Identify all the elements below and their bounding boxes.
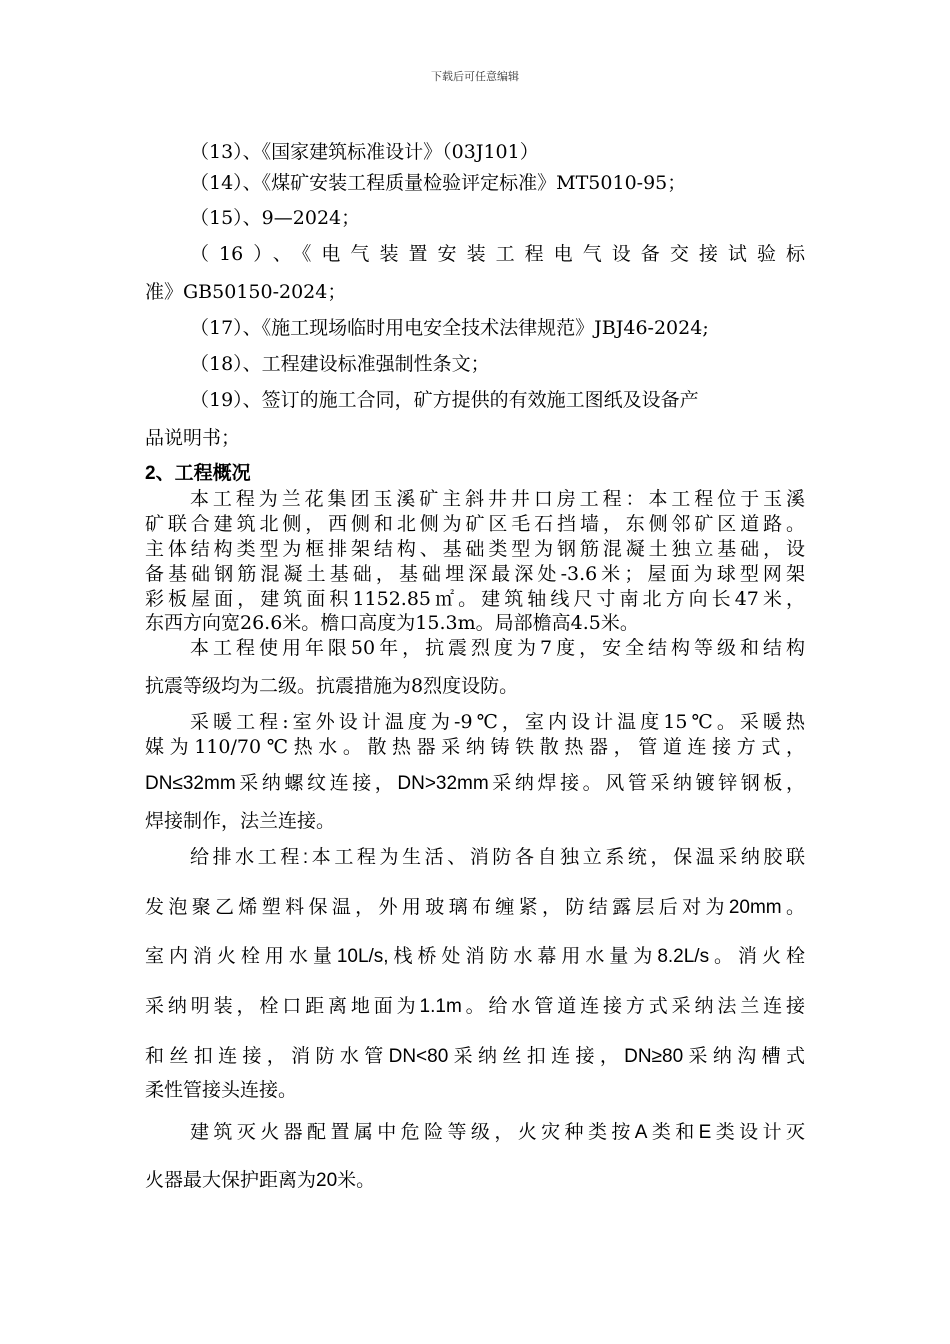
reference-15: （15）、9—2024； xyxy=(190,207,361,229)
paragraph-line: 本工程为兰花集团玉溪矿主斜井井口房工程：本工程位于玉溪 xyxy=(190,488,805,510)
paragraph-line: 给排水工程:本工程为生活、消防各自独立系统，保温采纳胶联 xyxy=(190,847,805,868)
paragraph-line: 抗震等级均为二级。抗震措施为8烈度设防。 xyxy=(145,675,519,697)
paragraph-line: 采纳明装，栓口距离地面为1.1m。给水管道连接方式采纳法兰连接 xyxy=(145,996,805,1017)
paragraph-line: 和丝扣连接，消防水管DN<80采纳丝扣连接，DN≥80采纳沟槽式 xyxy=(145,1046,805,1067)
reference-17: （17）、《施工现场临时用电安全技术法律规范》JBJ46-2024; xyxy=(190,317,709,339)
paragraph-line: 建筑灭火器配置属中危险等级，火灾种类按A类和E类设计灭 xyxy=(190,1122,805,1143)
reference-13: （13）、《国家建筑标准设计》（03J101） xyxy=(190,141,539,163)
paragraph-line: 焊接制作，法兰连接。 xyxy=(145,810,336,832)
paragraph-line: DN≤32mm采纳螺纹连接，DN>32mm采纳焊接。风管采纳镀锌钢板， xyxy=(145,773,805,794)
section-heading: 2、工程概况 xyxy=(145,463,251,484)
paragraph-line: 采暖工程:室外设计温度为-9℃，室内设计温度15℃。采暖热 xyxy=(190,711,805,733)
reference-16-cont: 准》GB50150-2024； xyxy=(145,281,347,303)
paragraph-line: 主体结构类型为框排架结构、基础类型为钢筋混凝土独立基础，设 xyxy=(145,538,805,560)
paragraph-line: 备基础钢筋混凝土基础，基础埋深最深处-3.6米；屋面为球型网架 xyxy=(145,563,805,585)
reference-14: （14）、《煤矿安装工程质量检验评定标准》MT5010-95； xyxy=(190,172,687,194)
paragraph-line: 东西方向宽26.6米。檐口高度为15.3m。局部檐高4.5米。 xyxy=(145,612,639,634)
paragraph-line: 室内消火栓用水量10L/s,栈桥处消防水幕用水量为8.2L/s。消火栓 xyxy=(145,946,805,967)
paragraph-line: 发泡聚乙烯塑料保温，外用玻璃布缠紧，防结露层后对为20mm。 xyxy=(145,897,805,918)
reference-18: （18）、工程建设标准强制性条文； xyxy=(190,353,490,375)
paragraph-line: 火器最大保护距离为20米。 xyxy=(145,1170,376,1191)
paragraph-line: 彩板屋面，建筑面积1152.85㎡。建筑轴线尺寸南北方向长47米， xyxy=(145,588,805,610)
reference-19: （19）、签订的施工合同，矿方提供的有效施工图纸及设备产 xyxy=(190,389,699,411)
paragraph-line: 矿联合建筑北侧，西侧和北侧为矿区毛石挡墙，东侧邻矿区道路。 xyxy=(145,513,805,535)
reference-19-cont: 品说明书； xyxy=(145,427,241,449)
paragraph-line: 媒为110/70℃热水。散热器采纳铸铁散热器，管道连接方式， xyxy=(145,736,805,758)
paragraph-line: 柔性管接头连接。 xyxy=(145,1080,298,1101)
reference-16: （16）、《电气装置安装工程电气设备交接试验标 xyxy=(190,243,805,265)
paragraph-line: 本工程使用年限50年，抗震烈度为7度，安全结构等级和结构 xyxy=(190,637,805,659)
page-header: 下载后可任意编辑 xyxy=(431,70,519,83)
